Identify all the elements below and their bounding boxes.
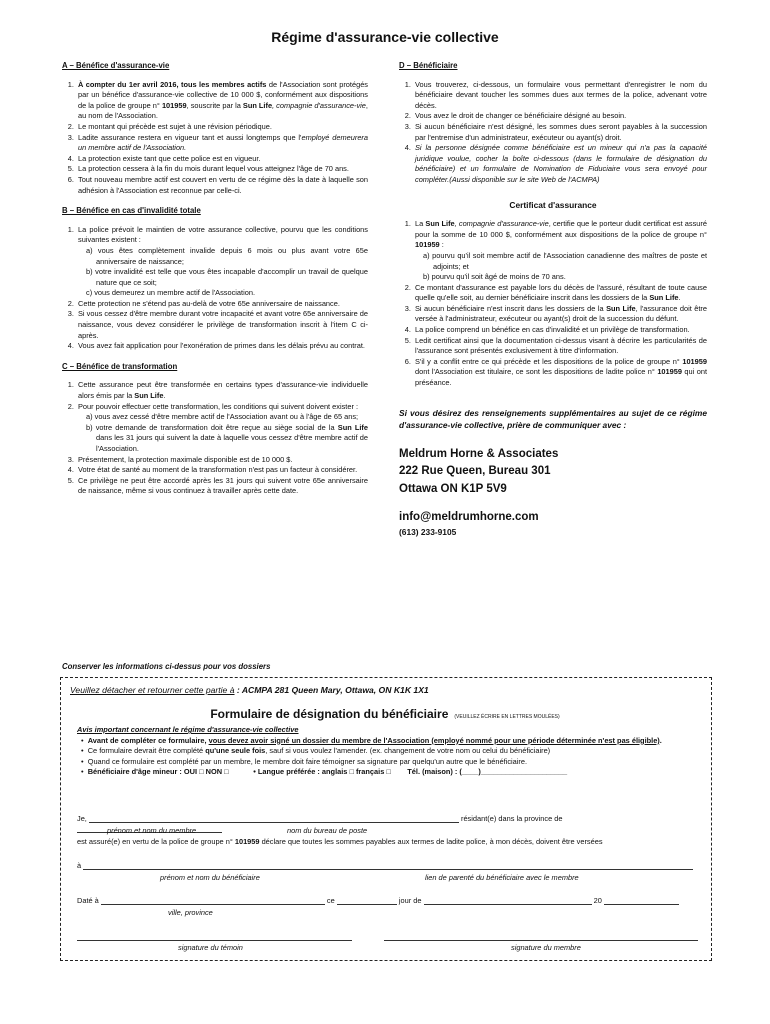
caption-witness: signature du témoin (178, 943, 243, 952)
certificate-item-5: 5. Ledit certificat ainsi que la documentation ci-dessus visant à décrire les particularités de l'assurance sont présentés exclusivement à titre d'information. (413, 336, 707, 357)
contact-question: Si vous désirez des renseignements supplémentaires au sujet de ce régime d'assurance-vie collective, prière de communiquer avec : (399, 407, 707, 431)
section-c-item-2a: a) vous avez cessé d'être membre actif de l'Association avant ou à l'âge de 65 ans; (86, 412, 359, 422)
form-title: Formulaire de désignation du bénéficiaire (VEUILLEZ ÉCRIRE EN LETTRES MOULÉES) (210, 707, 560, 721)
section-b-item-4: 4. Vous avez fait application pour l'exonération de primes dans les délais prévu au contrat. (76, 341, 368, 352)
section-b (62, 206, 368, 352)
caption-member-name: prénom et nom du membre (107, 826, 197, 835)
right-column (399, 61, 707, 538)
section-b-item-1a: a) vous êtes complètement invalide depuis 6 mois ou plus avant votre 65e anniversaire de naissance; (86, 245, 368, 266)
section-c-item-4: 4. Votre état de santé au moment de la transformation n'est pas un facteur à considérer. (76, 465, 368, 476)
section-c-item-5: 5. Ce privilège ne peut être accordé après les 31 jours qui suivent votre 65e anniversaire de naissance, même si vous continuez à travailler après cette date. (76, 476, 368, 497)
certificate-item-2: 2. Ce montant d'assurance est payable lors du décès de l'assuré, résultant de toute cause quelle qu'elle soit, au dernier bénéficiaire inscrit dans les dossiers de la Sun Life. (413, 283, 707, 304)
contact-name: Meldrum Horne & Associates (399, 447, 559, 460)
form-bullet-4: • Bénéficiaire d'âge mineur : OUI □ NON □ • Langue préférée : anglais □ français □ Tél. (maison) : (____)_____________________ (81, 767, 568, 776)
certificate-section (399, 200, 707, 389)
contact-street: 222 Rue Queen, Bureau 301 (399, 465, 551, 478)
section-c (62, 362, 368, 497)
section-d-heading: D – Bénéficiaire (399, 61, 458, 70)
certificate-heading: Certificat d'assurance (509, 199, 597, 210)
insured-statement: est assuré(e) en vertu de la police de groupe n° 101959 déclare que toutes les sommes payables aux termes de ladite police, à mon décès, doivent être versées (77, 837, 603, 846)
caption-member-signature: signature du membre (511, 943, 581, 952)
left-column (62, 61, 368, 507)
beneficiary-row: à (77, 860, 705, 870)
contact-email[interactable]: info@meldrumhorne.com (399, 511, 539, 524)
certificate-item-1: 1. La Sun Life, compagnie d'assurance-vie, certifie que le porteur dudit certificat est assuré pour la somme de 10 000 $, conformément aux dispositions de la police de groupe n° 101959 : a) pourvu qu'il soit membre actif de l'Association canadienne des maîtres de poste et adjoints; et b) pourvu qu'il soit âgé de moins de 70 ans. (413, 219, 707, 283)
section-c-item-2b: b) votre demande de transformation doit être reçue au siège social de la Sun Life dans les 31 jours qui suivent la date à laquelle vous cessez d'être membre actif de l'Association. (86, 422, 369, 453)
section-a-item-3: 3. Ladite assurance restera en vigueur tant et aussi longtemps que l'employé demeurera un membre actif de l'Association. (76, 133, 368, 154)
section-a-item-1: 1. À compter du 1er avril 2016, tous les membres actifs de l'Association sont protégés par un bénéfice d'assurance-vie collective de 10 000 $, conformément aux dispositions de la police de groupe n° 101959, souscrite par la Sun Life, compagnie d'assurance-vie, au nom de l'Association. (76, 80, 368, 122)
section-a-item-6: 6. Tout nouveau membre actif est couvert en vertu de ce régime dès la date à laquelle son adhésion à l'Association est reconnue par celle-ci. (76, 175, 368, 196)
keep-note: Conserver les informations ci-dessus pour vos dossiers (62, 662, 271, 671)
je-row: Je, résidant(e) dans la province de (77, 813, 705, 833)
contact-city: Ottawa ON K1P 5V9 (399, 482, 507, 495)
section-b-item-1: 1. La police prévoit le maintien de votre assurance collective, pourvu que les conditions suivantes existent : a) vous êtes complètement invalide depuis 6 mois ou plus avant votre 65e anniversaire de naissance; b) votre invalidité est telle que vous êtes incapable d'accomplir un travail de quelque nature que ce soit; c) vous demeurez un membre actif de l'Association. (76, 225, 368, 299)
certificate-item-6: 6. S'il y a conflit entre ce qui précède et les dispositions de la police de groupe n° 101959 dont l'Association est titulaire, ce sont les dispositions de ladite police n° 101959 qui ont préséance. (413, 357, 707, 389)
section-d-item-1: 1. Vous trouverez, ci-dessous, un formulaire vous permettant d'enregistrer le nom du bénéficiaire devant toucher les sommes dues aux termes de la police, advenant votre décès. (413, 80, 707, 112)
caption-beneficiary: prénom et nom du bénéficiaire (160, 873, 260, 882)
section-c-heading: C – Bénéfice de transformation (62, 361, 178, 371)
day-line[interactable] (337, 895, 397, 905)
section-a-heading: A – Bénéfice d'assurance-vie (62, 61, 170, 70)
month-line[interactable] (424, 895, 592, 905)
section-c-item-2: 2. Pour pouvoir effectuer cette transformation, les conditions qui suivent doivent exister : a) vous avez cessé d'être membre actif de l'Association avant ou à l'âge de 65 ans; b) votre demande de transformation doit être reçue au siège social de la Sun Life dans les 31 jours qui suivent la date à laquelle vous cessez d'être membre actif de l'Association. (76, 402, 368, 455)
contact-phone: (613) 233-9105 (399, 526, 457, 537)
detach-instruction: Veuillez détacher et retourner cette partie à : ACMPA 281 Queen Mary, Ottawa, ON K1K 1X1 (70, 685, 429, 695)
form-avis: Avis important concernant le régime d'assurance-vie collective (77, 725, 299, 734)
minor-checkboxes[interactable]: Bénéficiaire d'âge mineur : OUI □ NON □ (87, 767, 229, 776)
resident-label: résidant(e) dans la province de (460, 814, 563, 823)
page-title: Régime d'assurance-vie collective (271, 29, 499, 45)
contact-address (399, 446, 707, 499)
language-checkboxes[interactable]: • Langue préférée : anglais □ français □ (253, 767, 391, 776)
section-d-item-3: 3. Si aucun bénéficiaire n'est désigné, les sommes dues seront payables à la succession par l'entremise d'un administrateur, exécuteur ou ayant(s) droit. (413, 122, 707, 143)
member-name-line[interactable] (89, 813, 459, 823)
caption-post-office: nom du bureau de poste (287, 826, 368, 835)
certificate-item-4: 4. La police comprend un bénéfice en cas d'invalidité et un privilège de transformation. (413, 325, 707, 336)
section-b-item-2: 2. Cette protection ne s'étend pas au-delà de votre 65e anniversaire de naissance. (76, 299, 368, 310)
form-title-note: (VEUILLEZ ÉCRIRE EN LETTRES MOULÉES) (454, 714, 560, 720)
caption-relationship: lien de parenté du bénéficiaire avec le membre (425, 873, 579, 882)
certificate-item-1a: a) pourvu qu'il soit membre actif de l'Association canadienne des maîtres de poste et adjoints; et (423, 250, 707, 271)
section-b-item-1c: c) vous demeurez un membre actif de l'Association. (86, 288, 256, 298)
section-d (399, 61, 707, 186)
section-b-heading: B – Bénéfice en cas d'invalidité totale (62, 206, 201, 216)
section-a-item-4: 4. La protection existe tant que cette police est en vigueur. (76, 154, 368, 165)
section-a-item-2: 2. Le montant qui précède est sujet à une révision périodique. (76, 122, 368, 133)
certificate-item-3: 3. Si aucun bénéficiaire n'est inscrit dans les dossiers de la Sun Life, l'assurance doit être versée à l'administrateur, exécuteur ou ayant(s) droit de la succession du défunt. (413, 304, 707, 325)
section-a-item-5: 5. La protection cessera à la fin du mois durant lequel vous atteignez l'âge de 70 ans. (76, 164, 368, 175)
witness-signature-line[interactable] (77, 931, 352, 941)
section-d-item-4: 4. Si la personne désignée comme bénéficiaire est un mineur qui n'a pas la capacité juridique voulue, cocher la boîte ci-dessous (dans le formulaire de désignation du bénéficiaire) et un formulaire de Nomination de Fiduciaire vous sera envoyé pour compléter.(Aussi disponible sur le site Web de l'ACMPA) (413, 143, 707, 185)
city-line[interactable] (101, 895, 325, 905)
date-row: Daté à ce jour de 20 (77, 895, 705, 905)
beneficiary-name-line[interactable] (83, 860, 693, 870)
section-b-item-1b: b) votre invalidité est telle que vous êtes incapable d'accomplir un travail de quelque nature que ce soit; (86, 267, 368, 287)
form-bullet-1: • Avant de compléter ce formulaire, vous devez avoir signé un dossier du membre de l'Association (employé nommé pour une période déterminée n'est pas éligible). (81, 735, 662, 745)
section-a (62, 61, 368, 196)
certificate-item-1b: b) pourvu qu'il soit âgé de moins de 70 ans. (423, 272, 566, 282)
caption-city: ville, province (168, 908, 213, 917)
section-c-item-1: 1. Cette assurance peut être transformée en certains types d'assurance-vie individuelle alors émis par la Sun Life. (76, 380, 368, 401)
section-c-item-3: 3. Présentement, la protection maximale disponible est de 10 000 $. (76, 455, 368, 466)
home-phone-field[interactable]: Tél. (maison) : (____)_____________________ (407, 767, 568, 776)
member-signature-line[interactable] (384, 931, 698, 941)
section-d-item-2: 2. Vous avez le droit de changer ce bénéficiaire désigné au besoin. (413, 111, 707, 122)
section-b-item-3: 3. Si vous cessez d'être membre durant votre incapacité et avant votre 65e anniversaire de naissance, vous devez considérer le privilège de transformation inscrit à l'item C ci-après. (76, 309, 368, 341)
form-body (77, 725, 705, 778)
form-bullet-2: • Ce formulaire devrait être complété qu'une seule fois, sauf si vous voulez l'amender. (ex. changement de votre nom ou celui du bénéficiaire) (81, 746, 551, 755)
form-bullet-3: • Quand ce formulaire est complété par un membre, le membre doit faire témoigner sa signature par quelqu'un autre que le bénéficiaire. (81, 756, 528, 766)
year-line[interactable] (604, 895, 679, 905)
